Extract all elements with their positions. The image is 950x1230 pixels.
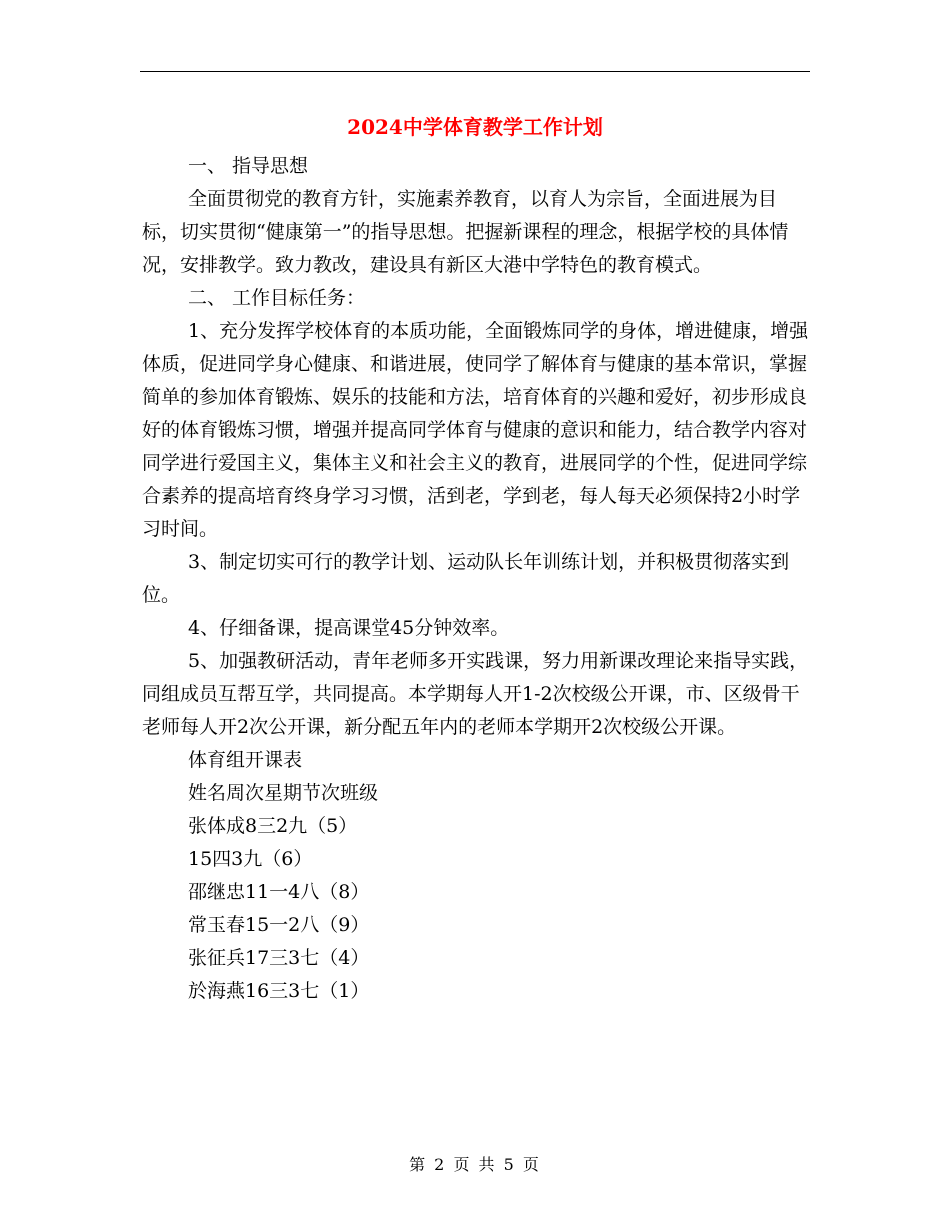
schedule-row: 於海燕16三3七（1） [188,980,370,1002]
paragraph-goal-1: 1、充分发挥学校体育的本质功能，全面锻炼同学的身体，增进健康，增强体质，促进同学身心健康、和谐进展，使同学了解体育与健康的基本常识，掌握简单的参加体育锻炼、娱乐的技能和方法，培育体育的兴趣和爱好，初步形成良好的体育锻炼习惯，增强并提高同学体育与健康的意识和能力，结合教学内容对同学进行爱国主义，集体主义和社会主义的教育，进展同学的个性，促进同学综合素养的提高培育终身学习习惯，活到老，学到老，每人每天必须保持2小时学习时间。 [142,320,809,540]
schedule-row: 张体成8三2九（5） [188,815,358,837]
header-rule [140,71,810,72]
page-footer: 第 2 页 共 5 页 [409,1155,541,1174]
section-heading-guiding-thought: 一、 指导思想 [188,155,309,177]
schedule-row: 邵继忠11一4八（8） [188,881,370,903]
document-title: 2024中学体育教学工作计划 [347,115,603,139]
schedule-row: 15四3九（6） [188,848,313,870]
paragraph-guiding-thought: 全面贯彻党的教育方针，实施素养教育，以育人为宗旨，全面进展为目标，切实贯彻“健康第一”的指导思想。把握新课程的理念，根据学校的具体情况，安排教学。致力教改，建设具有新区大港中学特色的教育模式。 [142,188,789,276]
section-heading-work-goals: 二、 工作目标任务： [188,287,366,309]
paragraph-goal-3: 3、制定切实可行的教学计划、运动队长年训练计划，并积极贯彻落实到位。 [142,551,790,606]
schedule-row: 张征兵17三3七（4） [188,947,370,969]
paragraph-goal-5: 5、加强教研活动，青年老师多开实践课，努力用新课改理论来指导实践，同组成员互帮互学，共同提高。本学期每人开1-2次校级公开课，市、区级骨干老师每人开2次公开课，新分配五年内的老师本学期开2次校级公开课。 [142,650,809,738]
paragraph-goal-4: 4、仔细备课，提高课堂45分钟效率。 [188,617,510,639]
schedule-row: 常玉春15一2八（9） [188,914,370,936]
schedule-heading: 体育组开课表 [188,749,303,771]
schedule-columns: 姓名周次星期节次班级 [188,782,379,804]
document-body [142,150,810,1008]
